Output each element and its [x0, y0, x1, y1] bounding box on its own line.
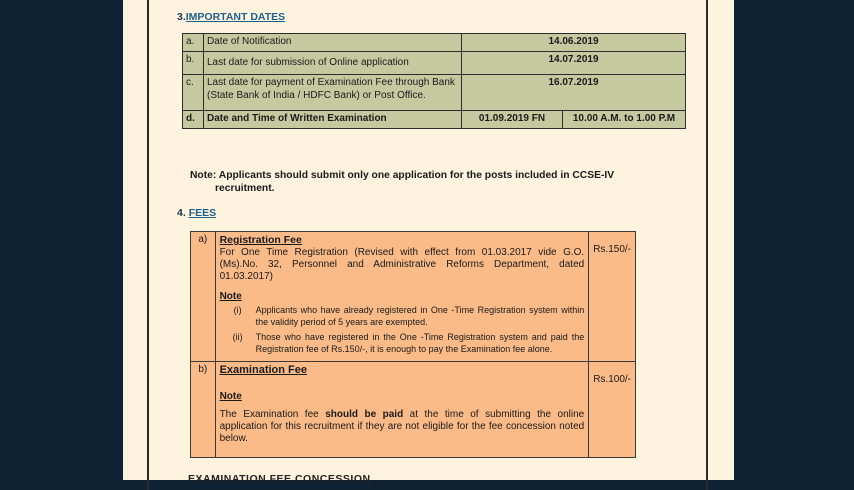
row-value: 14.07.2019 [462, 51, 686, 75]
row-index: b. [183, 51, 204, 75]
list-text: Applicants who have already registered in One -Time Registration system within the validity period of 5 years are exempted. [255, 305, 585, 327]
note-text: Applicants should submit only one application for the posts included in CCSE-IV [218, 170, 615, 181]
registration-fee-cell [215, 232, 589, 362]
list-number: (ii) [232, 332, 243, 342]
fees-table [190, 231, 636, 458]
row-label: Date of Notification [204, 34, 462, 52]
table-row [183, 51, 686, 75]
row-index: a) [191, 232, 216, 362]
examination-fee-amount: Rs.100/- [589, 362, 636, 458]
registration-note-list [220, 305, 585, 355]
list-number: (i) [233, 305, 242, 315]
list-item [220, 332, 585, 355]
exam-time: 10.00 A.M. to 1.00 P.M [563, 111, 686, 129]
section-4-number: 4. [177, 207, 186, 219]
section-3-heading [177, 11, 285, 23]
important-dates-table [182, 33, 686, 129]
note-text-continued: recruitment. [215, 183, 275, 194]
section-3-number: 3. [177, 11, 186, 23]
exam-text-pre: The Examination fee [219, 409, 326, 420]
table-row [183, 75, 686, 111]
list-text: Those who have registered in the One -Time Registration system and paid the Registration fee of Rs.150/-, it is enough to pay the Examination fee alone. [255, 332, 585, 354]
exam-date: 01.09.2019 FN [462, 111, 563, 129]
row-index: c. [183, 75, 204, 111]
section-4-title: FEES [188, 207, 217, 219]
row-index: d. [183, 111, 204, 129]
registration-fee-heading: Registration Fee [219, 234, 302, 246]
row-label: Last date for payment of Examination Fee through Bank (State Bank of India / HDFC Bank) or Post Office. [204, 75, 462, 111]
row-value: 16.07.2019 [462, 75, 686, 111]
row-label: Date and Time of Written Examination [204, 111, 462, 129]
table-row [183, 111, 686, 129]
table-row [183, 34, 686, 52]
section-4-heading [177, 207, 216, 219]
row-index: a. [183, 34, 204, 52]
applicant-note [190, 169, 686, 195]
examination-note-label: Note [219, 391, 242, 402]
note-label: Note: [190, 170, 217, 181]
exam-text-post: at the time of submitting the online application for this recruitment if they are not eligible for the fee concession noted below. [219, 409, 585, 444]
registration-note-label: Note [219, 291, 242, 302]
row-index: b) [191, 362, 216, 458]
registration-fee-text: For One Time Registration (Revised with effect from 01.03.2017 vide G.O.(Ms).No. 32, Personnel and Administrative Reforms Department, dated 01.03.2017) [219, 247, 585, 282]
section-3-title: IMPORTANT DATES [185, 11, 286, 23]
examination-fee-cell [215, 362, 589, 458]
row-label: Last date for submission of Online application [204, 51, 462, 75]
table-row [191, 232, 636, 362]
table-row [191, 362, 636, 458]
examination-fee-text [220, 409, 585, 445]
exam-text-bold: should be paid [325, 409, 404, 420]
row-value: 14.06.2019 [462, 34, 686, 52]
list-item [220, 305, 585, 328]
examination-fee-heading: Examination Fee [219, 364, 307, 376]
registration-fee-amount: Rs.150/- [589, 232, 636, 362]
next-section-heading-cut: EXAMINATION FEE CONCESSION [188, 473, 371, 485]
